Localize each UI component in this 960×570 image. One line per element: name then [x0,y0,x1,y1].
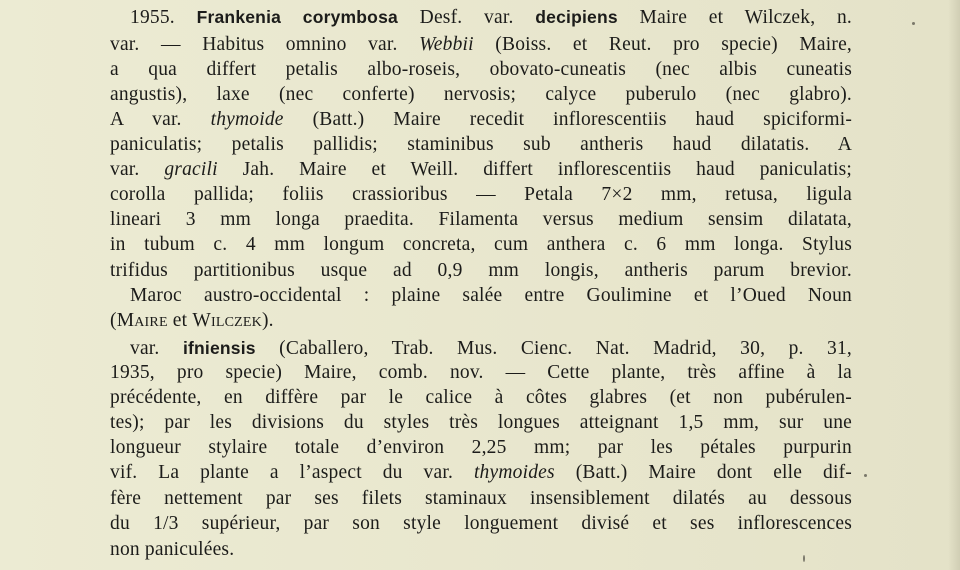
print-speck [912,22,915,25]
text-line: non paniculées. [110,539,235,560]
text-line: corolla pallida; foliis crassioribus — Petala 7×2 mm, retusa, ligula [110,184,852,205]
print-speck [803,555,805,562]
text-line: fère nettement par ses filets staminaux insensiblement dilatés au dessous [110,488,852,509]
text-line: A var. thymoide (Batt.) Maire recedit inflorescentiis haud spiciformi- [110,109,853,130]
entry-heading-line [130,4,852,30]
taxon-italic: gracili [164,159,218,180]
text-line: angustis), laxe (nec conferte) nervosis; calyce puberulo (nec glabro). [110,84,852,105]
variety-name: decipiens [535,7,618,27]
text-line: a qua differt petalis albo-roseis, obovato-cuneatis (nec albis cuneatis [110,59,852,80]
author-text: Desf. var. [419,7,514,28]
author-text: Maire et Wilczek, n. [639,7,853,28]
text-line: var. — Habitus omnino var. Webbii (Boiss. et Reut. pro specie) Maire, [110,34,853,55]
text-line: var. gracili Jah. Maire et Weill. differt inflorescentiis haud paniculatis; [110,159,853,180]
text-line: in tubum c. 4 mm longum concreta, cum anthera c. 6 mm longa. Stylus [110,234,852,255]
text-line: tes); par les divisions du styles très longues atteignant 1,5 mm, sur une [110,412,852,433]
text-line: paniculatis; petalis pallidis; staminibus sub antheris haud dilatatis. A [110,134,852,155]
taxon-italic: thymoides [473,462,555,483]
text-line: du 1/3 supérieur, par son style longuement divisé et ses inflorescences [110,513,852,534]
entry-number: 1955. [130,7,175,28]
collectors-line: (Maire et Wilczek). [110,310,274,331]
variety-heading-line: var. ifniensis (Caballero, Trab. Mus. Cienc. Nat. Madrid, 30, p. 31, [130,338,853,359]
species-name: Frankenia corymbosa [196,7,398,27]
text-line: précédente, en diffère par le calice à côtes glabres (et non pubérulen- [110,387,852,408]
text-line: 1935, pro specie) Maire, comb. nov. — Cette plante, très affine à la [110,362,852,383]
taxon-italic: thymoide [210,109,284,130]
collector-name: Maire [116,310,168,331]
text-line: lineari 3 mm longa praedita. Filamenta versus medium sensim dilatata, [110,209,852,230]
print-speck [864,474,867,477]
collector-name: Wilczek [192,310,262,331]
text-line: trifidus partitionibus usque ad 0,9 mm longis, antheris parum brevior. [110,260,852,281]
variety-name: ifniensis [182,338,256,358]
text-line: longueur stylaire totale d’environ 2,25 mm; par les pétales purpurin [110,437,852,458]
text-line: vif. La plante a l’aspect du var. thymoides (Batt.) Maire dont elle dif- [110,462,852,483]
page-edge-shadow [948,0,960,570]
taxon-italic: Webbii [419,34,474,55]
locality-line: Maroc austro-occidental : plaine salée entre Goulimine et l’Oued Noun [130,285,852,306]
